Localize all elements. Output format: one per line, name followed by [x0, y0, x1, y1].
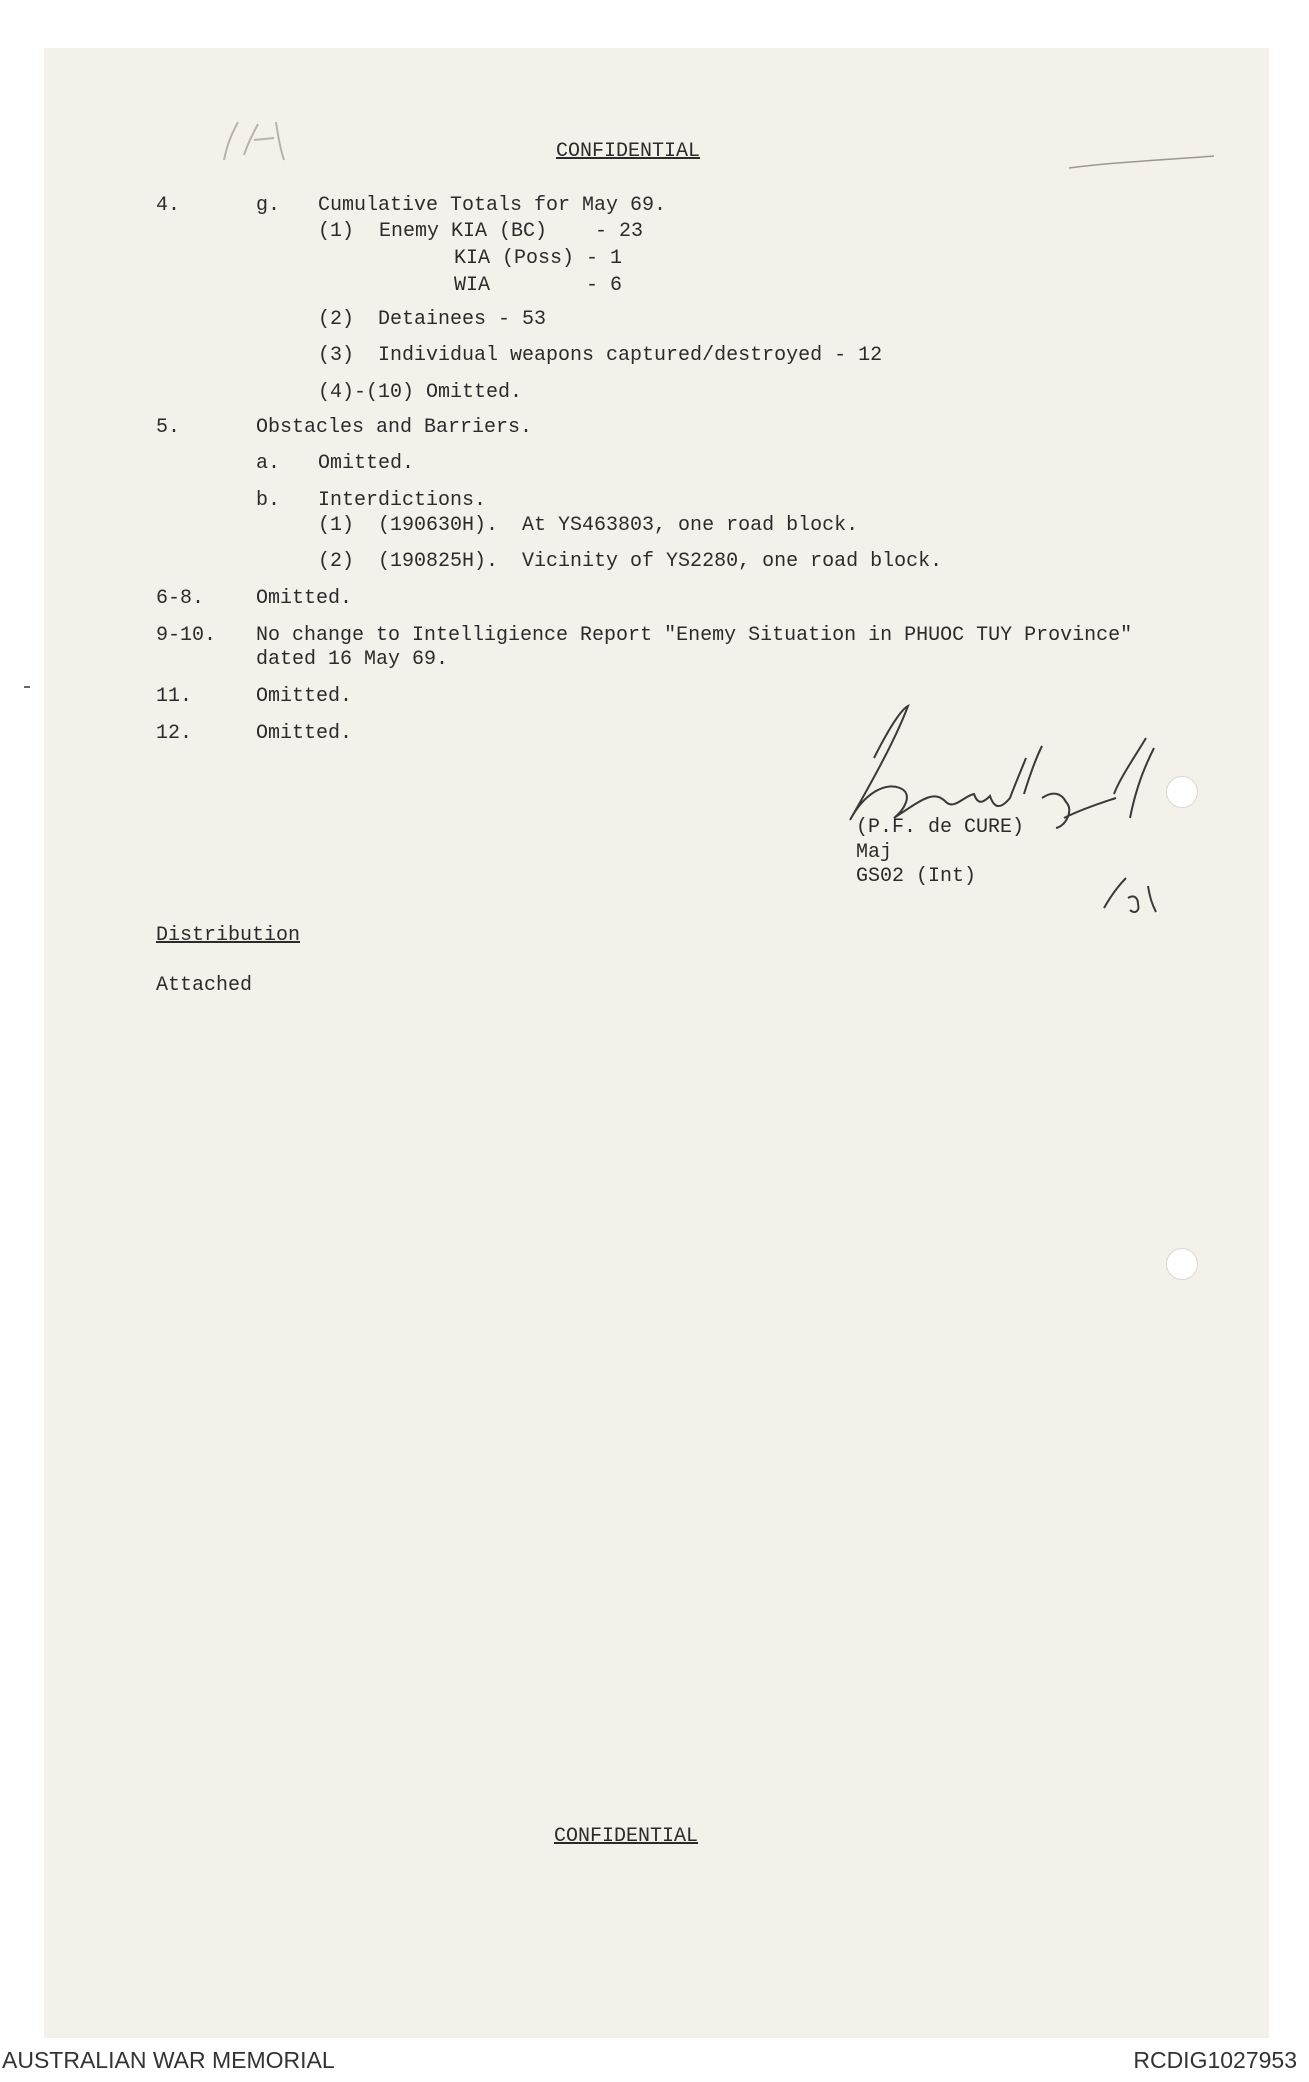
para-5-number: 5.	[156, 416, 181, 439]
para-9-10-number: 9-10.	[156, 624, 217, 647]
para-12-number: 12.	[156, 722, 193, 745]
para-5-b-letter: b.	[256, 489, 281, 512]
para-9-10-line1: No change to Intelligience Report "Enemy Situation in PHUOC TUY Province"	[256, 624, 1133, 647]
header-classification: CONFIDENTIAL	[556, 140, 701, 163]
para-5-title: Obstacles and Barriers.	[256, 416, 533, 439]
para-4-item1-wia: WIA - 6	[454, 274, 623, 297]
para-5-a-text: Omitted.	[318, 452, 415, 475]
margin-mark	[24, 686, 30, 688]
para-9-10-line2: dated 16 May 69.	[256, 648, 449, 671]
para-5-b2: (2) (190825H). Vicinity of YS2280, one road block.	[318, 550, 943, 573]
para-5-a-letter: a.	[256, 452, 281, 475]
para-4-title: Cumulative Totals for May 69.	[318, 194, 667, 217]
para-4-item2: (2) Detainees - 53	[318, 308, 547, 331]
para-4-item1-number: (1)	[318, 220, 355, 243]
document-page	[44, 48, 1269, 2038]
signatory-name: (P.F. de CURE)	[856, 816, 1025, 839]
para-4-item4: (4)-(10) Omitted.	[318, 381, 523, 404]
footer-classification: CONFIDENTIAL	[554, 1825, 699, 1848]
signatory-rank: Maj	[856, 841, 893, 864]
distribution-text: Attached	[156, 974, 253, 997]
handwritten-page-mark	[214, 110, 294, 170]
para-12-text: Omitted.	[256, 722, 353, 745]
para-4-letter: g.	[256, 194, 281, 217]
archive-credit: AUSTRALIAN WAR MEMORIAL	[2, 2047, 335, 2073]
para-4-item1-kia-poss: KIA (Poss) - 1	[454, 247, 623, 270]
handwritten-dash	[1064, 148, 1224, 178]
signatory-appointment: GS02 (Int)	[856, 865, 977, 888]
para-4-item1-kia-bc: Enemy KIA (BC) - 23	[379, 220, 644, 243]
para-11-number: 11.	[156, 685, 193, 708]
para-6-8-number: 6-8.	[156, 587, 205, 610]
archive-id: RCDIG1027953	[1133, 2047, 1297, 2073]
para-5-b-text: Interdictions.	[318, 489, 487, 512]
punch-hole	[1166, 1248, 1198, 1280]
bleed-through-text	[474, 76, 493, 98]
para-11-text: Omitted.	[256, 685, 353, 708]
para-4-number: 4.	[156, 194, 181, 217]
distribution-heading: Distribution	[156, 924, 301, 947]
para-4-item3: (3) Individual weapons captured/destroyed - 12	[318, 344, 883, 367]
para-5-b1: (1) (190630H). At YS463803, one road block.	[318, 514, 859, 537]
para-6-8-text: Omitted.	[256, 587, 353, 610]
